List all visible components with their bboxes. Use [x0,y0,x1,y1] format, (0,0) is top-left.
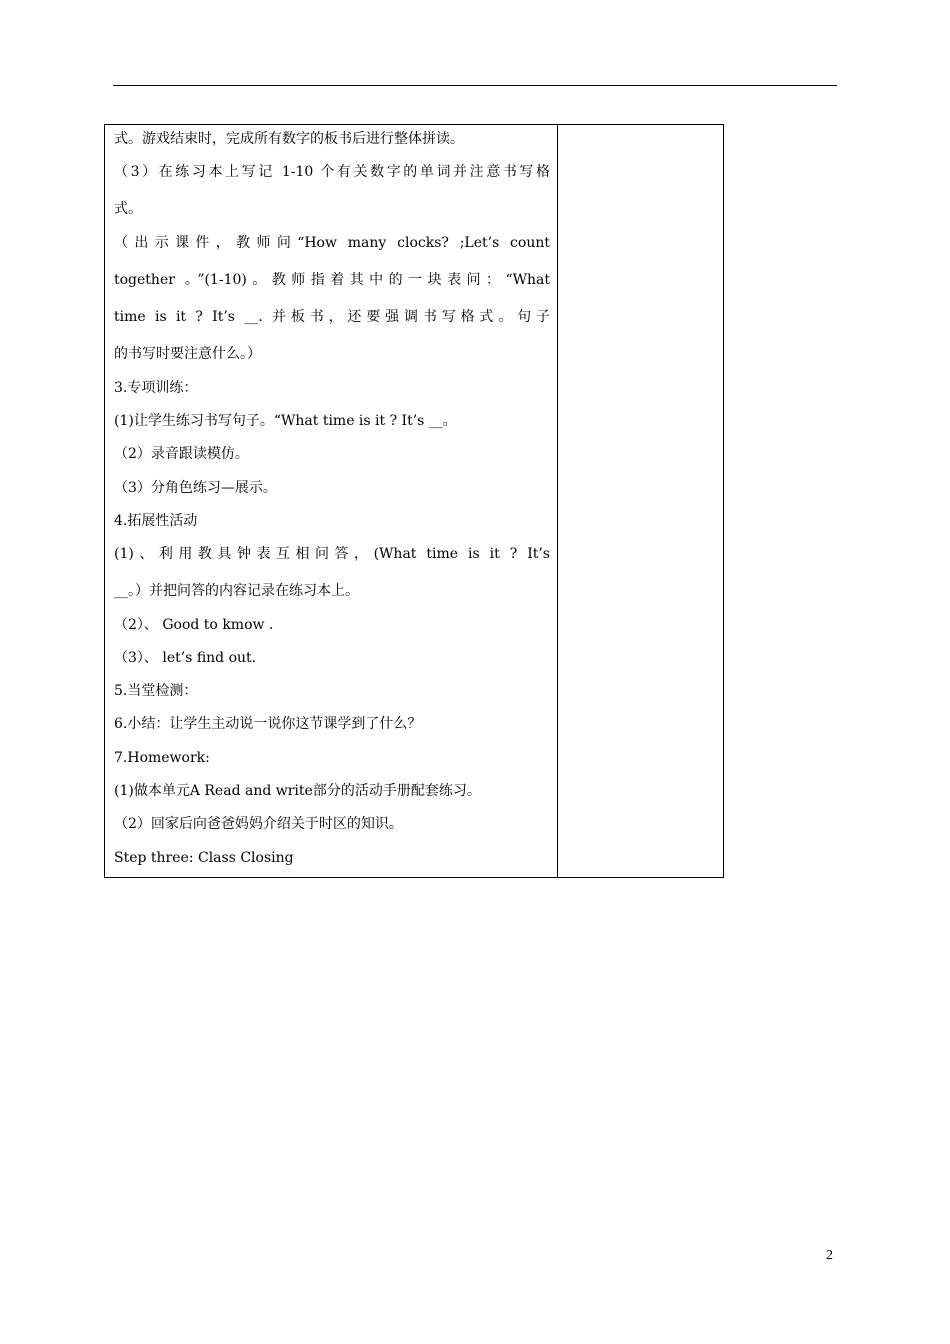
lesson-table [104,124,724,878]
text-line: （2）、 Good to kmow . [114,617,274,633]
header-rule [113,85,837,86]
text-line: time is it ? It’s __. 并板书，还要强调书写格式。句子 [114,309,550,325]
text-line: together 。”(1-10)。教师指着其中的一块表问：“What [114,272,550,288]
section-heading: 5.当堂检测： [114,683,198,699]
text-line: (1)让学生练习书写句子。“What time is it ? It’s __。 [114,413,457,429]
column-divider [557,125,558,877]
section-heading: 4.拓展性活动 [114,513,198,529]
section-heading: 7.Homework: [114,750,210,766]
text-line: （2）回家后向爸爸妈妈介绍关于时区的知识。 [114,816,403,832]
text-line: （3）、 let’s find out. [114,650,257,666]
text-line: 式。 [114,201,142,217]
section-heading: 6.小结：让学生主动说一说你这节课学到了什么？ [114,716,422,732]
step-heading: Step three: Class Closing [114,850,294,866]
text-line: (1)、利用教具钟表互相问答，(What time is it ? It’s [114,546,550,562]
section-heading: 3.专项训练： [114,380,198,396]
page-number: 2 [826,1248,833,1263]
text-line: (1)做本单元A Read and write部分的活动手册配套练习。 [114,783,481,799]
text-line: __。）并把问答的内容记录在练习本上。 [114,583,359,599]
text-line: （出示课件，教师问“How many clocks? ;Let’s count [114,235,550,251]
text-line: 式。游戏结束时，完成所有数字的板书后进行整体拼读。 [114,131,464,147]
text-line: （3）在练习本上写记 1-10 个有关数字的单词并注意书写格 [114,164,550,180]
text-line: （2）录音跟读模仿。 [114,446,249,462]
text-line: 的书写时要注意什么。） [114,346,261,362]
text-line: （3）分角色练习—展示。 [114,480,277,496]
